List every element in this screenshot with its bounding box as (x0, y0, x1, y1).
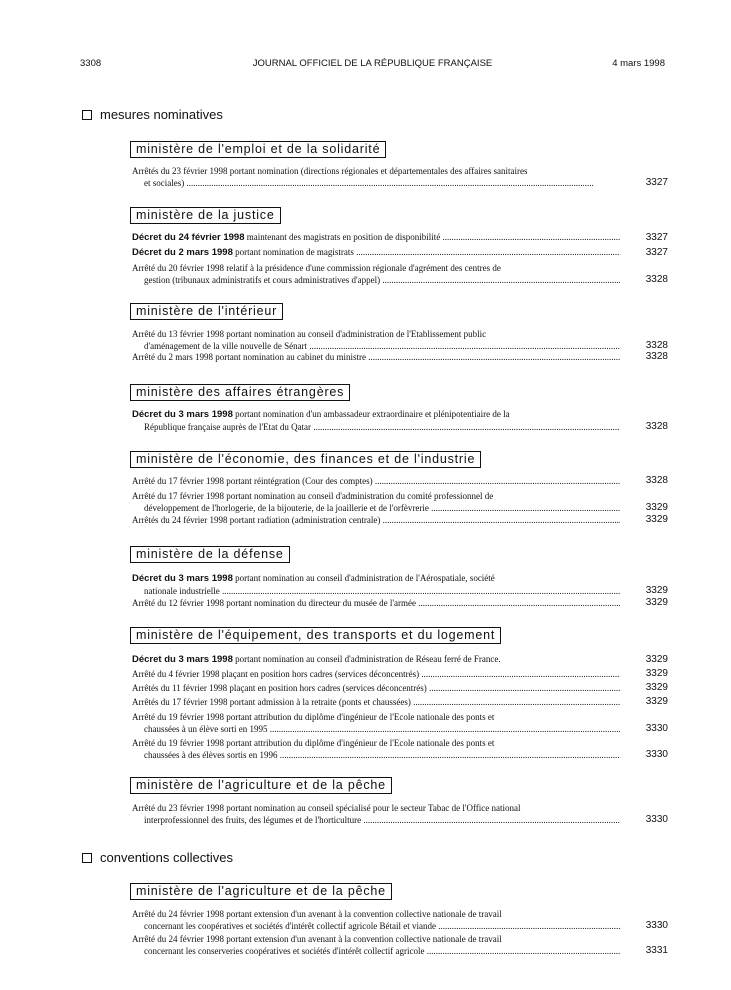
list-item[interactable] (132, 572, 668, 597)
entry-line: Arrêtés du 11 février 1998 plaçant en position hors cadres (services déconcentrés) ..... (132, 682, 620, 694)
entry-line: Arrêté du 2 mars 1998 portant nomination au cabinet du ministre ..... (132, 351, 620, 363)
list-item[interactable] (132, 262, 668, 286)
list-item[interactable] (132, 597, 668, 609)
entry-page-number: 3329 (645, 682, 668, 693)
ministry-heading: ministère des affaires étrangères (130, 384, 350, 401)
entry-line: chaussées à un élève sorti en 1995 ..... (132, 723, 620, 735)
entry-page-number: 3328 (645, 475, 668, 486)
entry-page-number: 3328 (645, 274, 668, 285)
entry-line: nationale industrielle ..... (132, 585, 620, 597)
entry-page-number: 3327 (645, 232, 668, 243)
ministry-heading: ministère de l'économie, des finances et de l'industrie (130, 451, 481, 468)
list-item[interactable] (132, 165, 668, 189)
entry-line: Arrêté du 12 février 1998 portant nomination du directeur du musée de l'armée ..... (132, 597, 620, 609)
entry-line: Arrêté du 17 février 1998 portant réintégration (Cour des comptes) ..... (132, 475, 620, 487)
ministry-heading: ministère de l'emploi et de la solidarité (130, 141, 386, 158)
entry-page-number: 3330 (645, 723, 668, 734)
list-item[interactable] (132, 737, 668, 761)
entry-page-number: 3329 (645, 597, 668, 608)
page-header (80, 58, 665, 72)
checkbox-square-icon (82, 853, 92, 863)
entry-decree-title: Décret du 3 mars 1998 (132, 409, 233, 420)
list-item[interactable] (132, 711, 668, 735)
ministry-heading: ministère de l'agriculture et de la pêche (130, 883, 392, 900)
entry-line: République française auprès de l'Etat du Qatar ..... (132, 421, 620, 433)
entry-line: Arrêté du 23 février 1998 portant nomination au conseil spécialisé pour le secteur Tabac de l'Office national (132, 803, 521, 813)
entry-page-number: 3330 (645, 749, 668, 760)
entry-page-number: 3329 (645, 502, 668, 513)
entry-page-number: 3329 (645, 696, 668, 707)
entry-line: Arrêté du 17 février 1998 portant nomination au conseil d'administration du comité professionnel de (132, 491, 494, 501)
entry-decree-title: Décret du 24 février 1998 (132, 232, 245, 243)
list-item[interactable] (132, 682, 668, 694)
list-item[interactable] (132, 514, 668, 526)
entry-page-number: 3329 (645, 654, 668, 665)
entry-line: Arrêté du 20 février 1998 relatif à la présidence d'une commission régionale d'agrément des centres de (132, 263, 501, 273)
entry-line: développement de l'horlogerie, de la bijouterie, de la joaillerie et de l'orfèvrerie ..... (132, 502, 620, 514)
entry-line: d'aménagement de la ville nouvelle de Sénart ..... (132, 340, 620, 352)
list-item[interactable] (132, 328, 668, 352)
entry-line: Arrêté du 24 février 1998 portant extension d'un avenant à la convention collective nationale de travail (132, 909, 502, 919)
entry-page-number: 3330 (645, 814, 668, 825)
entry-decree-title: Décret du 2 mars 1998 (132, 247, 233, 258)
page-number: 3308 (80, 58, 102, 69)
entry-page-number: 3329 (645, 668, 668, 679)
section-title: mesures nominatives (100, 107, 223, 122)
issue-date: 4 mars 1998 (612, 58, 665, 69)
list-item[interactable] (132, 802, 668, 826)
entry-line: Arrêté du 24 février 1998 portant extension d'un avenant à la convention collective nationale de travail (132, 934, 502, 944)
entry-page-number: 3328 (645, 421, 668, 432)
entry-line: Arrêtés du 23 février 1998 portant nomination (directions régionales et départementales des affaires sanitaires (132, 166, 528, 176)
checkbox-square-icon (82, 110, 92, 120)
list-item[interactable] (132, 908, 668, 932)
section-heading (82, 850, 233, 865)
entry-decree-title: Décret du 3 mars 1998 (132, 573, 233, 584)
entry-page-number: 3328 (645, 351, 668, 362)
ministry-heading: ministère de la défense (130, 546, 290, 563)
entry-page-number: 3331 (645, 945, 668, 956)
ministry-heading: ministère de la justice (130, 207, 281, 224)
list-item[interactable] (132, 408, 668, 433)
list-item[interactable] (132, 653, 668, 666)
entry-line: Arrêté du 19 février 1998 portant attribution du diplôme d'ingénieur de l'Ecole nationale des ponts et (132, 712, 495, 722)
entry-line: Arrêté du 4 février 1998 plaçant en position hors cadres (services déconcentrés) ..... (132, 668, 620, 680)
entry-decree-title: Décret du 3 mars 1998 (132, 654, 233, 665)
entry-page-number: 3327 (645, 177, 668, 188)
entry-page-number: 3329 (645, 514, 668, 525)
entry-line: concernant les conserveries coopératives et sociétés d'intérêt collectif agricole ..... (132, 945, 620, 957)
list-item[interactable] (132, 475, 668, 487)
entry-line: chaussées à des élèves sortis en 1996 ..... (132, 749, 620, 761)
list-item[interactable] (132, 490, 668, 514)
entry-line: Arrêtés du 24 février 1998 portant radiation (administration centrale) ..... (132, 514, 620, 526)
entry-line: portant nomination au conseil d'administration de l'Aérospatiale, société (232, 573, 495, 583)
entry-line: portant nomination au conseil d'administration de Réseau ferré de France. (232, 654, 501, 664)
ministry-heading: ministère de l'équipement, des transports et du logement (130, 627, 501, 644)
entry-line: Arrêté du 13 février 1998 portant nomination au conseil d'administration de l'Etablissement public (132, 329, 487, 339)
entry-line: Arrêté du 19 février 1998 portant attribution du diplôme d'ingénieur de l'Ecole nationale des ponts et (132, 738, 495, 748)
entry-line: portant nomination d'un ambassadeur extraordinaire et plénipotentiaire de la (232, 409, 510, 419)
section-title: conventions collectives (100, 850, 233, 865)
list-item[interactable] (132, 351, 668, 363)
ministry-heading: ministère de l'intérieur (130, 303, 283, 320)
entry-page-number: 3328 (645, 340, 668, 351)
entry-line: maintenant des magistrats en position de disponibilité (244, 232, 441, 242)
entry-line: interprofessionnel des fruits, des légumes et de l'horticulture ..... (132, 814, 620, 826)
list-item[interactable] (132, 933, 668, 957)
entry-line: et sociales) ..... (132, 177, 620, 189)
list-item[interactable] (132, 246, 668, 259)
entry-page-number: 3327 (645, 247, 668, 258)
section-heading (82, 107, 223, 122)
entry-line: portant nomination de magistrats (232, 247, 354, 257)
entry-line: concernant les coopératives et sociétés d'intérêt collectif agricole Bétail et viande ..... (132, 920, 620, 932)
list-item[interactable] (132, 231, 668, 244)
ministry-heading: ministère de l'agriculture et de la pêche (130, 777, 392, 794)
list-item[interactable] (132, 696, 668, 708)
journal-title: JOURNAL OFFICIEL DE LA RÉPUBLIQUE FRANÇAISE (252, 58, 493, 69)
entry-line: gestion (tribunaux administratifs et cours administratives d'appel) ..... (132, 274, 620, 286)
entry-line: Arrêtés du 17 février 1998 portant admission à la retraite (ponts et chaussées) ..... (132, 696, 620, 708)
entry-page-number: 3330 (645, 920, 668, 931)
entry-page-number: 3329 (645, 585, 668, 596)
list-item[interactable] (132, 668, 668, 680)
